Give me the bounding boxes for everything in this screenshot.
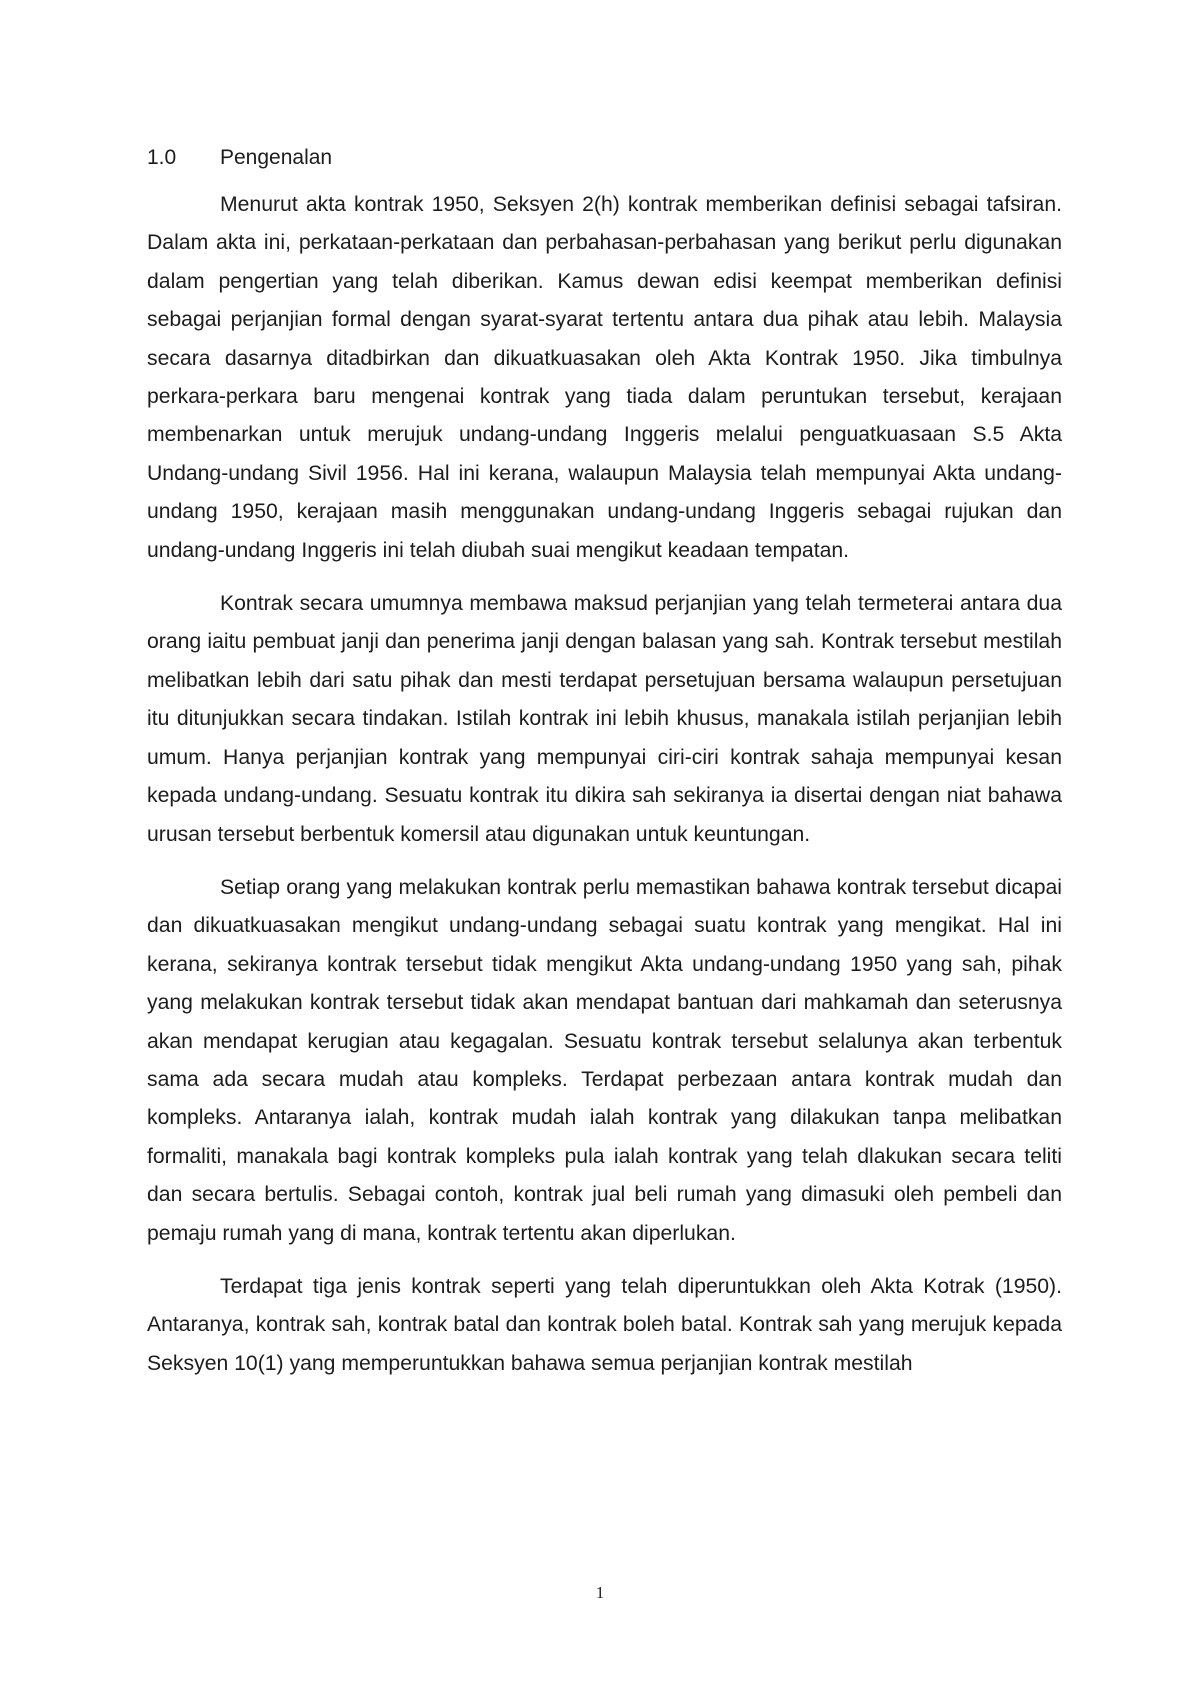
section-heading xyxy=(147,142,1062,174)
paragraph-2: Kontrak secara umumnya membawa maksud perjanjian yang telah termeterai antara dua orang iaitu pembuat janji dan penerima janji dengan balasan yang sah. Kontrak tersebut mestilah melibatkan lebih dari satu pihak dan mesti terdapat persetujuan bersama walaupun persetujuan itu ditunjukkan secara tindakan. Istilah kontrak ini lebih khusus, manakala istilah perjanjian lebih umum. Hanya perjanjian kontrak yang mempunyai ciri-ciri kontrak sahaja mempunyai kesan kepada undang-undang. Sesuatu kontrak itu dikira sah sekiranya ia disertai dengan niat bahawa urusan tersebut berbentuk komersil atau digunakan untuk keuntungan. xyxy=(147,592,1062,846)
page-number: 1 xyxy=(595,1583,605,1602)
section-number: 1.0 xyxy=(147,146,177,169)
section-title: Pengenalan xyxy=(220,146,333,169)
page-content xyxy=(147,142,1062,1398)
paragraph-4: Terdapat tiga jenis kontrak seperti yang telah diperuntukkan oleh Akta Kotrak (1950). Antaranya, kontrak sah, kontrak batal dan kontrak boleh batal. Kontrak sah yang merujuk kepada Seksyen 10(1) yang memperuntukkan bahawa semua perjanjian kontrak mestilah xyxy=(147,1274,1062,1375)
paragraph-3: Setiap orang yang melakukan kontrak perlu memastikan bahawa kontrak tersebut dicapai dan dikuatkuasakan mengikut undang-undang sebagai suatu kontrak yang mengikat. Hal ini kerana, sekiranya kontrak tersebut tidak mengikut Akta undang-undang 1950 yang sah, pihak yang melakukan kontrak tersebut tidak akan mendapat bantuan dari mahkamah dan seterusnya akan mendapat kerugian atau kegagalan. Sesuatu kontrak tersebut selalunya akan terbentuk sama ada secara mudah atau kompleks. Terdapat perbezaan antara kontrak mudah dan kompleks. Antaranya ialah, kontrak mudah ialah kontrak yang dilakukan tanpa melibatkan formaliti, manakala bagi kontrak kompleks pula ialah kontrak yang telah dlakukan secara teliti dan secara bertulis. Sebagai contoh, kontrak jual beli rumah yang dimasuki oleh pembeli dan pemaju rumah yang di mana, kontrak tertentu akan diperlukan. xyxy=(147,875,1062,1245)
paragraph-1: Menurut akta kontrak 1950, Seksyen 2(h) kontrak memberikan definisi sebagai tafsiran. Dalam akta ini, perkataan-perkataan dan perbahasan-perbahasan yang berikut perlu digunakan dalam pengertian yang telah diberikan. Kamus dewan edisi keempat memberikan definisi sebagai perjanjian formal dengan syarat-syarat tertentu antara dua pihak atau lebih. Malaysia secara dasarnya ditadbirkan dan dikuatkuasakan oleh Akta Kontrak 1950. Jika timbulnya perkara-perkara baru mengenai kontrak yang tiada dalam peruntukan tersebut, kerajaan membenarkan untuk merujuk undang-undang Inggeris melalui penguatkuasaan S.5 Akta Undang-undang Sivil 1956. Hal ini kerana, walaupun Malaysia telah mempunyai Akta undang-undang 1950, kerajaan masih menggunakan undang-undang Inggeris sebagai rujukan dan undang-undang Inggeris ini telah diubah suai mengikut keadaan tempatan. xyxy=(147,193,1062,562)
